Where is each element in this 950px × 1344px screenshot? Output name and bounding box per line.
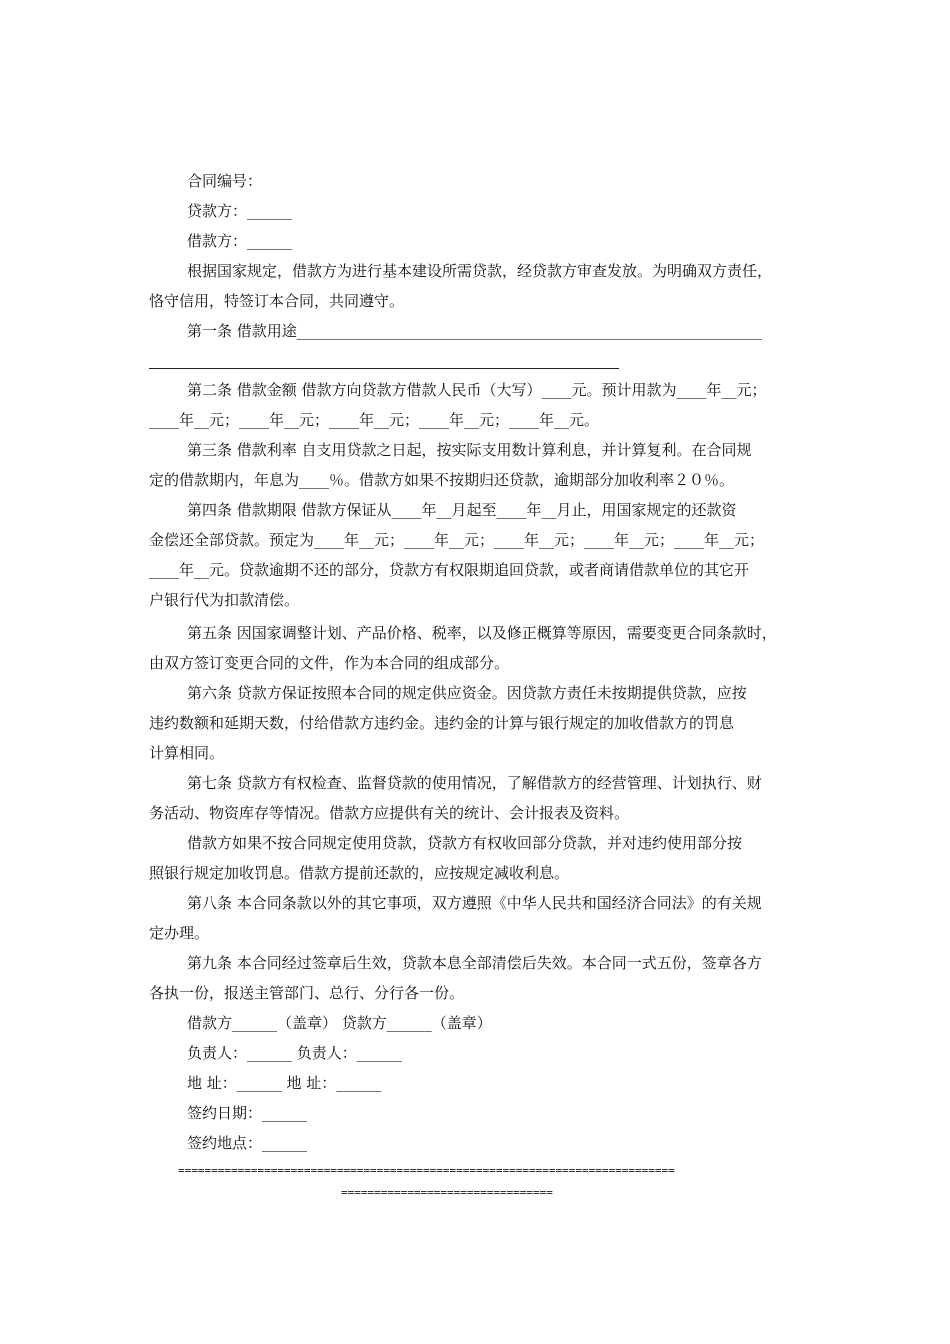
article-2-line-2: ____年__元；____年__元；____年__元；____年__元；____年__元。	[149, 411, 600, 429]
signature-address: 地 址：______ 地 址：______	[187, 1074, 382, 1092]
preamble-line-1: 根据国家规定，借款方为进行基本建设所需贷款，经贷款方审查发放。为明确双方责任，	[187, 262, 773, 280]
article-4-line-4: 户银行代为扣款清偿。	[149, 591, 300, 609]
article-2-line-1: 第二条 借款金额 借款方向贷款方借款人民币（大写）____元。预计用款为____年__元；	[187, 381, 767, 399]
preamble-line-2: 恪守信用，特签订本合同，共同遵守。	[149, 292, 405, 310]
article-1-underline	[149, 368, 619, 369]
article-1: 第一条 借款用途______________________________________________________________	[187, 322, 762, 340]
article-4-line-3: ____年__元。贷款逾期不还的部分，贷款方有权限期追回贷款，或者商请借款单位的其它开	[149, 561, 750, 579]
article-8-line-1: 第八条 本合同条款以外的其它事项，双方遵照《中华人民共和国经济合同法》的有关规	[187, 894, 762, 912]
article-6-line-3: 计算相同。	[149, 744, 225, 762]
signature-date: 签约日期：______	[187, 1104, 308, 1122]
signature-place: 签约地点：______	[187, 1134, 308, 1152]
article-7-line-1: 第七条 贷款方有权检查、监督贷款的使用情况，了解借款方的经营管理、计划执行、财	[187, 774, 762, 792]
article-3-line-2: 定的借款期内，年息为____％。借款方如果不按期归还贷款，逾期部分加收利率２０％。	[149, 471, 735, 489]
article-9-line-2: 各执一份，报送主管部门、总行、分行各一份。	[149, 984, 465, 1002]
article-3-line-1: 第三条 借款利率 自支用贷款之日起，按实际支用数计算利息，并计算复利。在合同规	[187, 441, 752, 459]
separator-line-2: ================================	[341, 1186, 553, 1199]
article-6-line-2: 违约数额和延期天数，付给借款方违约金。违约金的计算与银行规定的加收借款方的罚息	[149, 714, 735, 732]
article-4-line-1: 第四条 借款期限 借款方保证从____年__月起至____年__月止，用国家规定的还款资	[187, 501, 737, 519]
article-7-line-2: 务活动、物资库存等情况。借款方应提供有关的统计、会计报表及资料。	[149, 804, 630, 822]
article-5-line-2: 由双方签订变更合同的文件，作为本合同的组成部分。	[149, 654, 510, 672]
borrower-line: 借款方：______	[187, 232, 293, 250]
article-9-line-1: 第九条 本合同经过签章后生效，贷款本息全部清偿后失效。本合同一式五份，签章各方	[187, 954, 762, 972]
article-6-line-1: 第六条 贷款方保证按照本合同的规定供应资金。因贷款方责任未按期提供贷款，应按	[187, 684, 747, 702]
article-8-line-2: 定办理。	[149, 924, 210, 942]
lender-line: 贷款方：______	[187, 202, 293, 220]
contract-number: 合同编号：	[187, 172, 263, 190]
signature-parties: 借款方______（盖章） 贷款方______（盖章）	[187, 1014, 492, 1032]
article-7b-line-2: 照银行规定加收罚息。借款方提前还款的，应按规定减收利息。	[149, 864, 570, 882]
signature-responsible: 负责人：______ 负责人：______	[187, 1044, 402, 1062]
article-5-line-1: 第五条 因国家调整计划、产品价格、税率，以及修正概算等原因，需要变更合同条款时，	[187, 624, 777, 642]
article-4-line-2: 金偿还全部贷款。预定为____年__元；____年__元；____年__元；____年__元；____年__元；	[149, 531, 765, 549]
separator-line-1: ===========================================================================	[178, 1164, 675, 1177]
article-7b-line-1: 借款方如果不按合同规定使用贷款，贷款方有权收回部分贷款，并对违约使用部分按	[187, 834, 743, 852]
